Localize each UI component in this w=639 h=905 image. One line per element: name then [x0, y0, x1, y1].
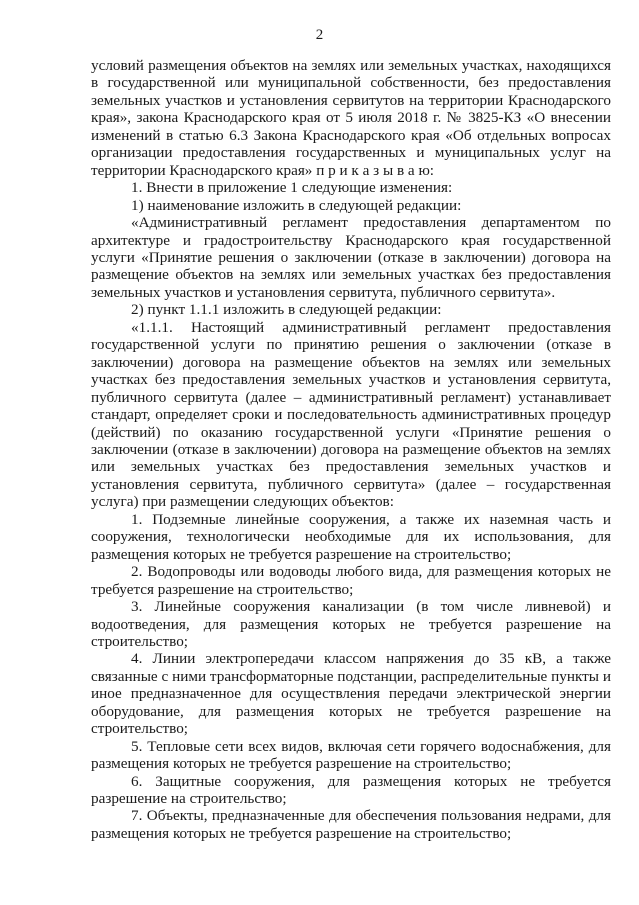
paragraph-object-6: 6. Защитные сооружения, для размещения которых не требуется разрешение на строительство;	[91, 772, 611, 808]
paragraph-object-4: 4. Линии электропередачи классом напряжения до 35 кВ, а также связанные с ними трансформаторные подстанции, распределительные пункты и иное предназначенное для осуществления передачи электрической энергии оборудование, для размещения которых не требуется разрешение на строительство;	[91, 650, 611, 738]
paragraph-clause-1-1-1: «1.1.1. Настоящий административный регламент предоставления государственной услуги по принятию решения о заключении (отказе в заключении) договора на размещение объектов на землях или земельных участках без предоставления земельных участков и установления сервитута, публичного сервитута (далее – административный регламент) устанавливает стандарт, определяет сроки и последовательность административных процедур (действий) по оказанию государственной услуги «Принятие решения о заключении (отказе в заключении) договора на размещение объектов на землях или земельных участках без предоставления земельных участков и установления сервитута, публичного сервитута» (далее – государственная услуга) при размещении следующих объектов:	[91, 318, 611, 511]
document-body	[91, 57, 611, 842]
paragraph-object-2: 2. Водопроводы или водоводы любого вида, для размещения которых не требуется разрешение на строительство;	[91, 563, 611, 598]
page-number: 2	[315, 27, 324, 43]
paragraph-item-1: 1. Внести в приложение 1 следующие изменения:	[131, 179, 453, 197]
paragraph-object-7: 7. Объекты, предназначенные для обеспечения пользования недрами, для размещения которых не требуется разрешение на строительство;	[91, 807, 611, 842]
paragraph-object-3: 3. Линейные сооружения канализации (в том числе ливневой) и водоотведения, для размещения которых не требуется разрешение на строительство;	[91, 598, 611, 650]
paragraph-object-5: 5. Тепловые сети всех видов, включая сети горячего водоснабжения, для размещения которых не требуется разрешение на строительство;	[91, 737, 611, 773]
paragraph-subitem-2: 2) пункт 1.1.1 изложить в следующей редакции:	[131, 301, 442, 319]
paragraph-object-1: 1. Подземные линейные сооружения, а также их наземная часть и сооружения, технологически необходимые для их использования, для размещения которых не требуется разрешение на строительство;	[91, 510, 611, 563]
paragraph-preamble: условий размещения объектов на землях или земельных участках, находящихся в государственной или муниципальной собственности, без предоставления земельных участков и установления сервитутов на территории Краснодарского края», закона Краснодарского края от 5 июля 2018 г. № 3825-КЗ «О внесении изменений в статью 6.3 Закона Краснодарского края «Об отдельных вопросах организации предоставления государственных и муниципальных услуг на территории Краснодарского края» п р и к а з ы в а ю:	[91, 57, 611, 179]
paragraph-regulation-title: «Административный регламент предоставления департаментом по архитектуре и градостроительству Краснодарского края государственной услуги «Принятие решения о заключении (отказе в заключении) договора на размещение объектов на землях или земельных участках без предоставления земельных участков и установления сервитута, публичного сервитута».	[91, 214, 611, 301]
paragraph-subitem-1: 1) наименование изложить в следующей редакции:	[131, 196, 462, 214]
